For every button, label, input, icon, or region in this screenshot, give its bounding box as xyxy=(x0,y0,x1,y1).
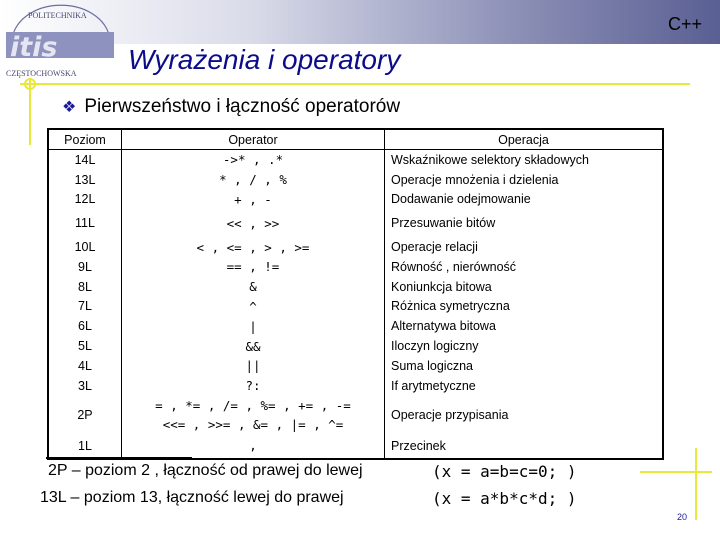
operator-cell: & xyxy=(122,277,385,297)
level-cell: 12L xyxy=(48,190,122,210)
header-operator: Operator xyxy=(122,129,385,150)
table-row xyxy=(48,277,663,297)
svg-text:itis: itis xyxy=(10,32,58,63)
svg-text:POLITECHNIKA: POLITECHNIKA xyxy=(28,11,87,20)
operator-cell: == , != xyxy=(122,257,385,277)
university-logo xyxy=(2,2,120,82)
operator-cell: << , >> xyxy=(122,209,385,233)
header-level: Poziom xyxy=(48,129,122,150)
note-left-associativity: 13L – poziom 13, łączność lewej do prawej xyxy=(40,489,344,506)
level-cell: 9L xyxy=(48,257,122,277)
level-cell: 11L xyxy=(48,209,122,233)
svg-text:CZĘSTOCHOWSKA: CZĘSTOCHOWSKA xyxy=(6,69,77,78)
table-row xyxy=(48,150,663,170)
operation-cell: Operacje mnożenia i dzielenia xyxy=(391,172,559,187)
operator-cell: < , <= , > , >= xyxy=(122,233,385,257)
operation-cell: Operacje relacji xyxy=(391,240,478,255)
operation-cell: Wskaźnikowe selektory składowych xyxy=(391,152,589,167)
operation-cell: Alternatywa bitowa xyxy=(391,319,496,334)
diamond-bullet-icon: ❖ xyxy=(62,99,77,116)
operator-line-2: <<= , >>= , &= , |= , ^= xyxy=(162,416,344,432)
level-cell: 10L xyxy=(48,233,122,257)
operation-cell: Koniunkcja bitowa xyxy=(391,279,492,294)
operation-cell: Przesuwanie bitów xyxy=(391,216,496,231)
table-row xyxy=(48,190,663,210)
operator-cell: && xyxy=(122,336,385,356)
level-cell: 4L xyxy=(48,356,122,376)
operator-cell: ^ xyxy=(122,297,385,317)
example-assignment: (x = a=b=c=0; ) xyxy=(432,462,577,481)
level-cell: 1L xyxy=(48,434,122,459)
level-cell: 8L xyxy=(48,277,122,297)
table-row xyxy=(48,233,663,257)
table-header-row xyxy=(48,129,663,150)
operator-cell: || xyxy=(122,356,385,376)
operation-cell: Różnica symetryczna xyxy=(391,299,510,314)
header-operation: Operacja xyxy=(385,129,664,150)
operator-precedence-table xyxy=(47,128,664,460)
level-cell: 14L xyxy=(48,150,122,170)
cpp-badge: C++ xyxy=(668,14,703,34)
operator-cell: , xyxy=(122,434,385,459)
operator-cell: ->* , .* xyxy=(122,150,385,170)
table-row xyxy=(48,434,663,459)
operation-cell: Iloczyn logiczny xyxy=(391,339,479,354)
level-cell: 5L xyxy=(48,336,122,356)
table-row xyxy=(48,316,663,336)
table-row xyxy=(48,376,663,396)
page-number: 20 xyxy=(677,512,688,522)
note-right-associativity: 2P – poziom 2 , łączność od prawej do lewej xyxy=(48,462,363,479)
operation-cell: Równość , nierówność xyxy=(391,259,517,274)
table-row xyxy=(48,170,663,190)
operation-cell: Dodawanie odejmowanie xyxy=(391,192,531,207)
operator-line-1: = , *= , /= , %= , += , -= xyxy=(155,397,351,413)
level-cell: 3L xyxy=(48,376,122,396)
operation-cell: Operacje przypisania xyxy=(391,407,509,422)
level-cell: 6L xyxy=(48,316,122,336)
operation-cell: If arytmetyczne xyxy=(391,378,476,393)
operator-cell: ?: xyxy=(122,376,385,396)
slide-title: Wyrażenia i operatory xyxy=(128,44,401,75)
operation-cell: Przecinek xyxy=(391,438,446,453)
example-multiplication: (x = a*b*c*d; ) xyxy=(432,489,577,508)
table-row xyxy=(48,297,663,317)
table-row xyxy=(48,396,663,434)
table-row xyxy=(48,356,663,376)
table-row xyxy=(48,209,663,233)
operator-cell: + , - xyxy=(122,190,385,210)
table-row xyxy=(48,257,663,277)
table-row xyxy=(48,336,663,356)
operator-cell: | xyxy=(122,316,385,336)
operator-cell xyxy=(122,396,385,434)
operation-cell: Suma logiczna xyxy=(391,358,473,373)
level-cell: 7L xyxy=(48,297,122,317)
level-cell: 13L xyxy=(48,170,122,190)
operator-cell: * , / , % xyxy=(122,170,385,190)
bullet-point xyxy=(62,96,400,118)
level-cell: 2P xyxy=(48,396,122,434)
bullet-text: Pierwszeństwo i łączność operatorów xyxy=(84,96,401,117)
